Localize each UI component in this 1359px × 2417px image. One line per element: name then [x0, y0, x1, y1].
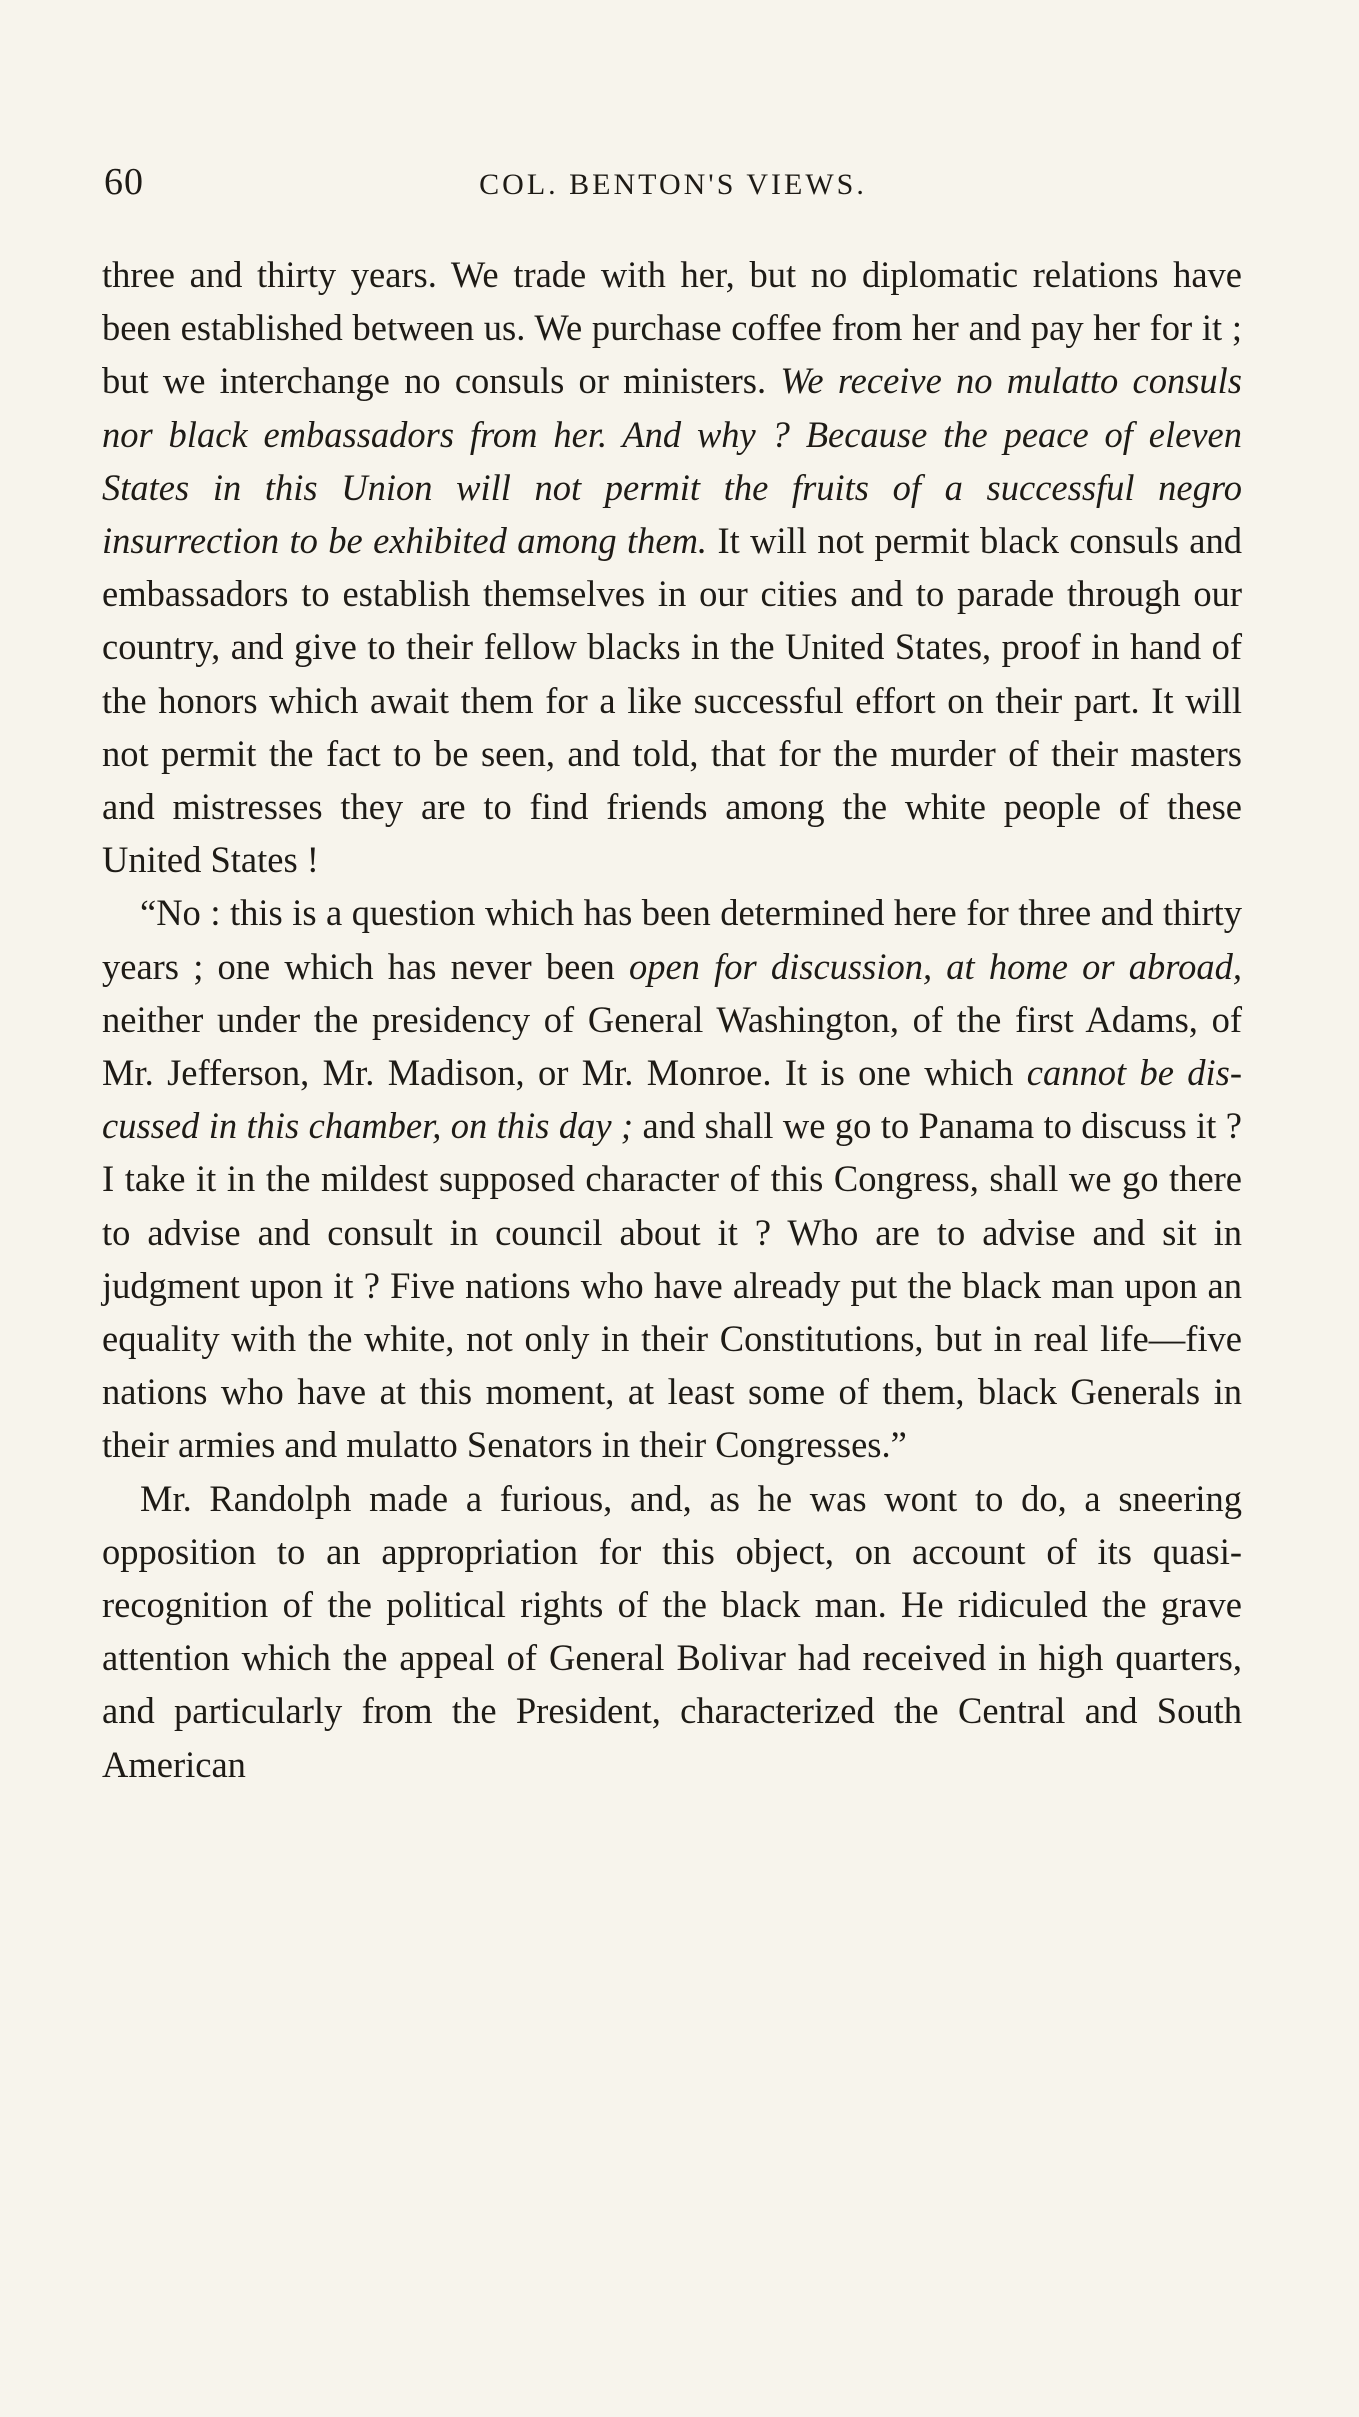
- page-number: 60: [104, 161, 144, 203]
- italic-text-run: We receive no mulatto consuls nor black embassadors from her. And why ? Because the peace of eleven States in this Union will not permit the fruits of a successful negro insurrection to be exhibited among them.: [102, 360, 1243, 562]
- text-run: neither under the presidency of General Washington, of the first Adams, of Mr. Jefferson, Mr. Madison, or Mr. Monroe. It is one which: [102, 998, 1242, 1094]
- paragraph: [102, 886, 1242, 1471]
- italic-text-run: cannot be discussed in this chamber, on this day ;: [102, 1052, 1243, 1147]
- text-run: “No : this is a question which has been determined here for three and thirty years ; one which has never been: [102, 892, 1242, 987]
- text-run: and shall we go to Panama to discuss it ? I take it in the mildest supposed character of this Congress, shall we go there to advise and consult in council about it ? Who are to advise and sit in judgment upon it ? Five nations who have already put the black man upon an equality with the white, not only in their Constitutions, but in real life—five nations who have at this moment, at least some of them, black Generals in their armies and mulatto Senators in their Congresses.”: [102, 1105, 1242, 1466]
- text-run: Mr. Randolph made a furious, and, as he was wont to do, a sneering opposition to an appropriation for this object, on account of its quasi-recognition of the political rights of the black man. He ridiculed the grave attention which the appeal of General Bolivar had received in high quarters, and particularly from the President, characterized the Central and South American: [102, 1477, 1242, 1785]
- running-head: COL. BENTON'S VIEWS.: [479, 168, 867, 201]
- text-run: three and thirty years. We trade with her, but no diplomatic relations have been established between us. We purchase coffee from her and pay her for it ; but we interchange no consuls or ministers.: [102, 254, 1242, 402]
- italic-text-run: open for discussion, at home or abroad,: [628, 945, 1242, 987]
- paragraph: [102, 248, 1242, 886]
- paragraph: [102, 1472, 1242, 1791]
- page-header: [104, 160, 1242, 220]
- body-text: [102, 248, 1242, 1791]
- text-run: It will not permit black consuls and embassadors to establish themselves in our cities and to parade through our country, and give to their fellow blacks in the United States, proof in hand of the honors which await them for a like successful effort on their part. It will not permit the fact to be seen, and told, that for the murder of their masters and mistresses they are to find friends among the white people of these United States !: [102, 520, 1242, 881]
